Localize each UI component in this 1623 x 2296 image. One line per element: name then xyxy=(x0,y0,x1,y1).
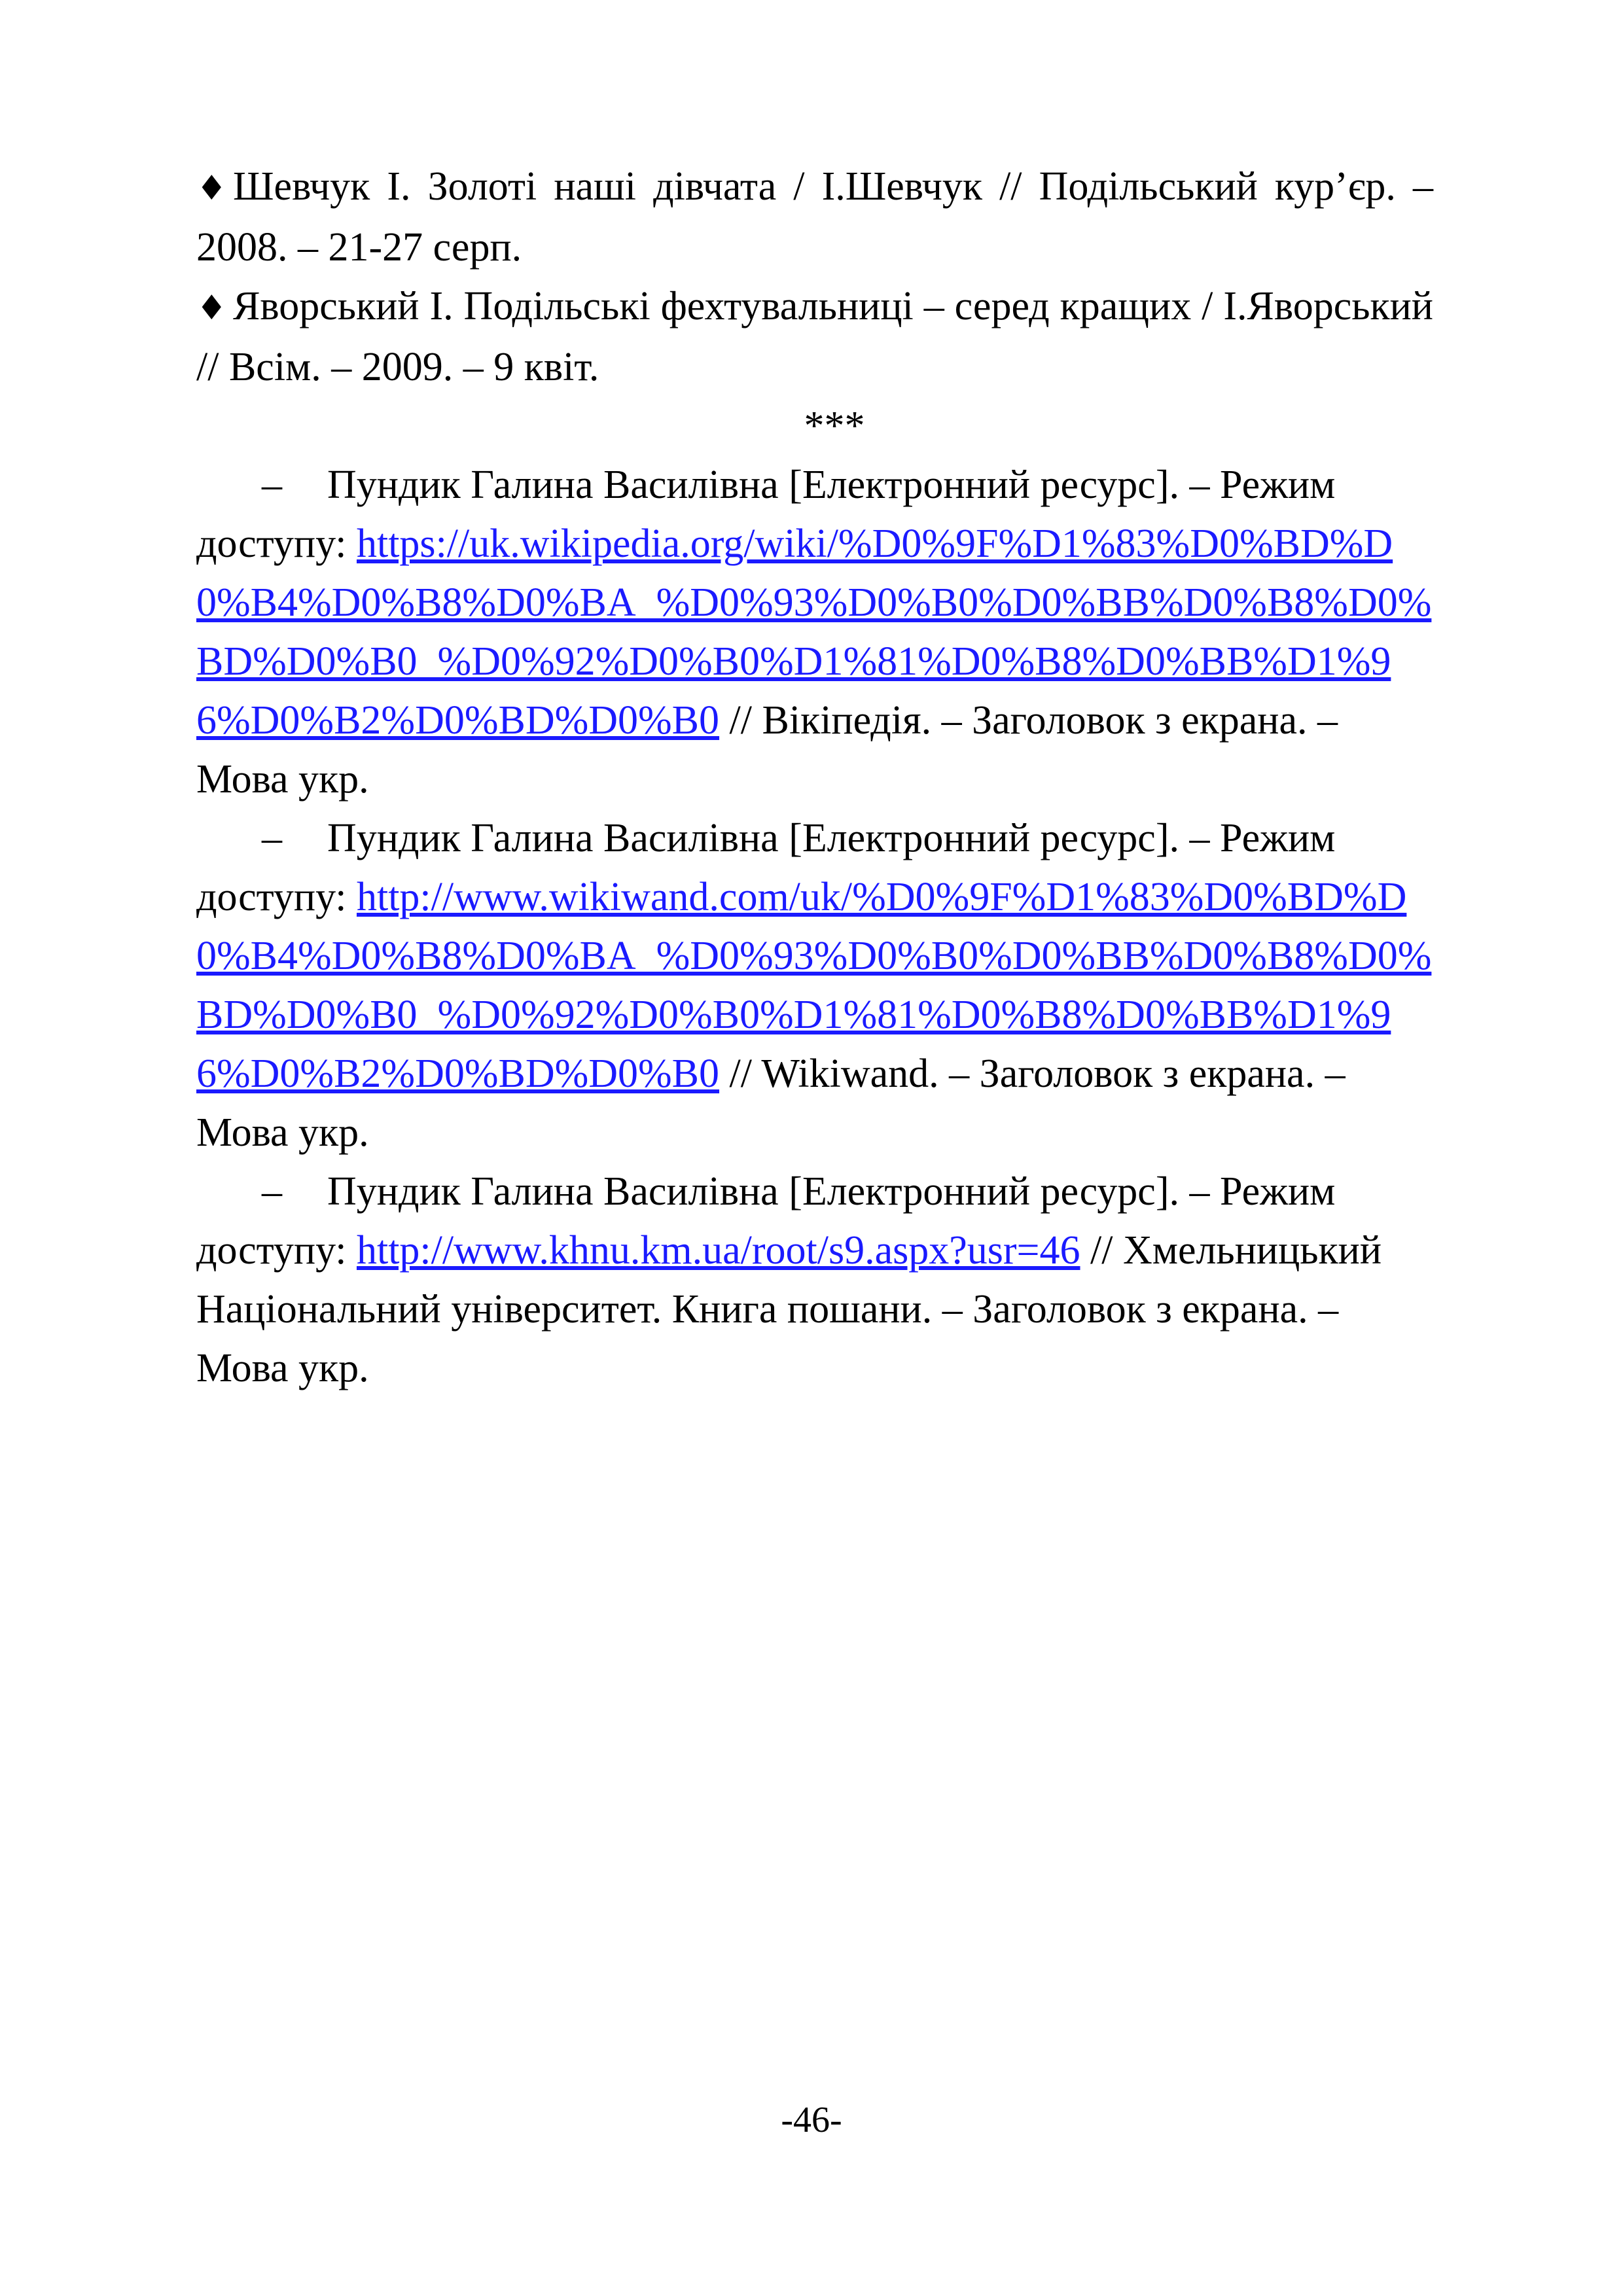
entry-dash: – xyxy=(262,463,282,507)
source-link[interactable]: https://uk.wikipedia.org/wiki/%D0%9F%D1%83%D0%BD%D0%B4%D0%B8%D0%BA_%D0%93%D0%B0%D0%BB%D0%B8%D0%BD%D0%B0_%D0%92%D0%B0%D1%81%D0%B8%D0%BB%D1%96%D0%B2%D0%BD%D0%B0 xyxy=(196,521,1432,743)
entry-lead-text: Пундик Галина Василівна [Електронний ресурс]. – Режим доступу: xyxy=(196,816,1336,919)
entry-tail-text: // Вікіпедія. – Заголовок з екрана. – Мова укр. xyxy=(196,698,1338,802)
reference-text: Шевчук І. Золоті наші дівчата / І.Шевчук // Подільський кур’єр. – 2008. – 21-27 серп. xyxy=(196,164,1433,270)
entry-dash: – xyxy=(262,1169,282,1214)
source-link[interactable]: http://www.khnu.km.ua/root/s9.aspx?usr=46 xyxy=(356,1228,1080,1273)
reference-entry xyxy=(196,157,1433,277)
reference-entry xyxy=(196,277,1433,397)
entry-lead-text: Пундик Галина Василівна [Електронний ресурс]. – Режим доступу: xyxy=(196,1169,1336,1273)
entry-tail-text: // Wikiwand. – Заголовок з екрана. – Мова укр. xyxy=(196,1051,1346,1155)
diamond-bullet-icon: ♦ xyxy=(196,169,227,208)
online-source-entry xyxy=(196,809,1433,1162)
entry-dash: – xyxy=(262,816,282,860)
reference-text: Яворський І. Подільські фехтувальниці – серед кращих / І.Яворський // Всім. – 2009. – 9 квіт. xyxy=(196,284,1433,389)
section-separator: *** xyxy=(804,404,865,448)
page-content xyxy=(196,157,1433,1398)
online-source-entry xyxy=(196,1162,1433,1398)
entry-lead-text: Пундик Галина Василівна [Електронний ресурс]. – Режим доступу: xyxy=(196,463,1336,566)
diamond-bullet-icon: ♦ xyxy=(196,289,227,328)
entry-tail-text: // Хмельницький Національний університет. Книга пошани. – Заголовок з екрана. – Мова укр. xyxy=(196,1228,1382,1390)
source-link[interactable]: http://www.wikiwand.com/uk/%D0%9F%D1%83%D0%BD%D0%B4%D0%B8%D0%BA_%D0%93%D0%B0%D0%BB%D0%B8%D0%BD%D0%B0_%D0%92%D0%B0%D1%81%D0%B8%D0%BB%D1%96%D0%B2%D0%BD%D0%B0 xyxy=(196,875,1432,1096)
online-source-entry xyxy=(196,455,1433,809)
page-number: -46- xyxy=(781,2100,842,2140)
